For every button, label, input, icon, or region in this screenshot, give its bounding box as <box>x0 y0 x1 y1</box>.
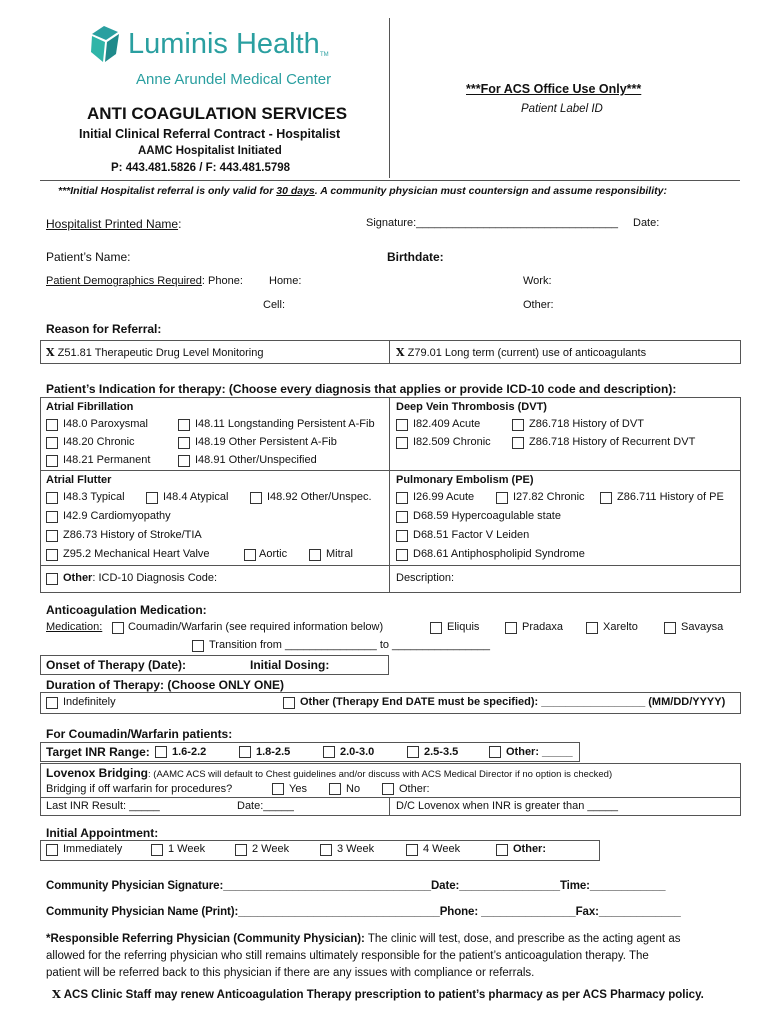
afib-i4891-label: I48.91 Other/Unspecified <box>195 454 317 466</box>
inr-range-label: Target INR Range: <box>46 745 150 759</box>
hospitalist-signature-field[interactable]: Signature:_________________________________ <box>366 217 619 229</box>
indication-divider <box>389 397 390 593</box>
appt-2week-checkbox[interactable] <box>235 844 247 856</box>
brand-subtitle: Anne Arundel Medical Center <box>136 71 332 88</box>
indication-heading: Patient’s Indication for therapy: (Choose every diagnosis that applies or provide ICD-10 code and description): <box>46 382 677 396</box>
header-rule <box>40 180 740 181</box>
bridging-other-field[interactable]: Other: <box>399 783 430 795</box>
afib-heading: Atrial Fibrillation <box>46 401 134 413</box>
afib-i4811-checkbox[interactable] <box>178 419 190 431</box>
inr-2535-checkbox[interactable] <box>407 746 419 758</box>
dvt-z86718-checkbox[interactable] <box>512 419 524 431</box>
dvt-i82409-label: I82.409 Acute <box>413 418 481 430</box>
inr-other-field[interactable]: Other: _____ <box>506 746 573 758</box>
appt-3week-label: 3 Week <box>337 843 375 855</box>
aflutter-i4892-checkbox[interactable] <box>250 492 262 504</box>
bridging-no-label: No <box>346 783 361 795</box>
valve-mitral-label: Mitral <box>326 548 353 560</box>
med-xarelto-label: Xarelto <box>603 621 638 633</box>
afib-i480-label: I48.0 Paroxysmal <box>63 418 148 430</box>
appt-3week-checkbox[interactable] <box>320 844 332 856</box>
duration-heading: Duration of Therapy: (Choose ONLY ONE) <box>46 678 285 692</box>
header-divider <box>389 18 390 178</box>
medication-label: Medication: <box>46 621 103 633</box>
appt-immediately-checkbox[interactable] <box>46 844 58 856</box>
appt-1week-label: 1 Week <box>168 843 206 855</box>
factor-v-checkbox[interactable] <box>396 530 408 542</box>
cell-phone-field[interactable]: Cell: <box>263 299 286 311</box>
other-diagnosis-checkbox[interactable] <box>46 573 58 585</box>
aflutter-i483-checkbox[interactable] <box>46 492 58 504</box>
appt-1week-checkbox[interactable] <box>151 844 163 856</box>
renewal-policy: X ACS Clinic Staff may renew Anticoagulation Therapy prescription to patient’s pharmacy as per ACS Pharmacy policy. <box>52 987 704 1001</box>
form-title: ANTI COAGULATION SERVICES <box>87 104 348 123</box>
hypercoagulable-label: D68.59 Hypercoagulable state <box>413 510 561 522</box>
duration-indefinitely-label: Indefinitely <box>63 696 116 708</box>
brand-tm: TM <box>320 52 329 58</box>
bridging-yes-checkbox[interactable] <box>272 783 284 795</box>
referral-notice: ***Initial Hospitalist referral is only valid for 30 days. A community physician must countersign and assume responsibility: <box>58 185 667 197</box>
pe-i2782-label: I27.82 Chronic <box>513 491 585 503</box>
birthdate-field[interactable]: Birthdate: <box>387 250 444 264</box>
initial-dosing-field[interactable]: Initial Dosing: <box>250 658 330 672</box>
hospitalist-date-field[interactable]: Date: <box>633 217 660 229</box>
appt-immediately-label: Immediately <box>63 843 123 855</box>
afib-i480-checkbox[interactable] <box>46 419 58 431</box>
dvt-rule <box>390 470 740 471</box>
onset-date-field[interactable]: Onset of Therapy (Date): <box>46 658 187 672</box>
duration-indefinitely-checkbox[interactable] <box>46 697 58 709</box>
afib-i4819-checkbox[interactable] <box>178 437 190 449</box>
afib-i4819-label: I48.19 Other Persistent A-Fib <box>195 436 337 448</box>
dvt-z86718-label: Z86.718 History of DVT <box>529 418 644 430</box>
stroke-tia-checkbox[interactable] <box>46 530 58 542</box>
responsible-line-3: patient will be referred back to this physician if there are any issues with compliance or referrals. <box>46 967 535 979</box>
appointment-heading: Initial Appointment: <box>46 826 159 840</box>
afib-i4811-label: I48.11 Longstanding Persistent A-Fib <box>195 418 375 430</box>
last-inr-field[interactable]: Last INR Result: _____ <box>46 800 160 812</box>
brand-name: Luminis Health <box>128 28 320 60</box>
med-eliquis-checkbox[interactable] <box>430 622 442 634</box>
community-signature-line[interactable]: Community Physician Signature:_________________________________Date:________________Time:____________ <box>46 880 666 892</box>
hospitalist-name-label: Hospitalist Printed Name: <box>46 217 182 231</box>
bridging-yes-label: Yes <box>289 783 307 795</box>
med-coumadin-checkbox[interactable] <box>112 622 124 634</box>
aflutter-i484-label: I48.4 Atypical <box>163 491 229 503</box>
hypercoagulable-checkbox[interactable] <box>396 511 408 523</box>
other-phone-field[interactable]: Other: <box>523 299 554 311</box>
aflutter-i484-checkbox[interactable] <box>146 492 158 504</box>
reason-z5181[interactable]: X Z51.81 Therapeutic Drug Level Monitoring <box>46 346 264 359</box>
valve-aortic-checkbox[interactable] <box>244 549 256 561</box>
pe-i2699-label: I26.99 Acute <box>413 491 475 503</box>
aflutter-i483-label: I48.3 Typical <box>63 491 125 503</box>
med-xarelto-checkbox[interactable] <box>586 622 598 634</box>
afib-rule <box>40 470 390 471</box>
medication-heading: Anticoagulation Medication: <box>46 603 207 617</box>
aflutter-i4892-label: I48.92 Other/Unspec. <box>267 491 372 503</box>
referral-heading: Reason for Referral: <box>46 322 162 336</box>
med-coumadin-label: Coumadin/Warfarin (see required information below) <box>128 621 384 633</box>
inr-1825-label: 1.8-2.5 <box>256 746 291 758</box>
reason-z7901[interactable]: X Z79.01 Long term (current) use of anticoagulants <box>396 346 647 359</box>
dvt-i82409-checkbox[interactable] <box>396 419 408 431</box>
pe-i2699-checkbox[interactable] <box>396 492 408 504</box>
referral-divider <box>389 340 390 364</box>
lovenox-rule <box>40 797 741 798</box>
inr-2030-label: 2.0-3.0 <box>340 746 375 758</box>
other-rule <box>40 565 741 566</box>
cardiomyopathy-label: I42.9 Cardiomyopathy <box>63 510 171 522</box>
patient-label-id: Patient Label ID <box>521 103 603 115</box>
bridging-other-checkbox[interactable] <box>382 783 394 795</box>
inr-2030-checkbox[interactable] <box>323 746 335 758</box>
inr-other-checkbox[interactable] <box>489 746 501 758</box>
pe-z86711-label: Z86.711 History of PE <box>617 491 724 503</box>
office-use-label: ***For ACS Office Use Only*** <box>466 82 642 96</box>
transition-field[interactable]: Transition from _______________ to ________________ <box>209 639 490 651</box>
inr-1825-checkbox[interactable] <box>239 746 251 758</box>
cardiomyopathy-checkbox[interactable] <box>46 511 58 523</box>
home-phone-field[interactable]: Home: <box>269 275 302 287</box>
dvt-i82509-checkbox[interactable] <box>396 437 408 449</box>
valve-mitral-checkbox[interactable] <box>309 549 321 561</box>
pe-heading: Pulmonary Embolism (PE) <box>396 474 534 486</box>
antiphospholipid-checkbox[interactable] <box>396 549 408 561</box>
dvt-recurrent-checkbox[interactable] <box>512 437 524 449</box>
inr-1622-checkbox[interactable] <box>155 746 167 758</box>
dvt-heading: Deep Vein Thrombosis (DVT) <box>396 401 547 413</box>
afib-i4820-checkbox[interactable] <box>46 437 58 449</box>
warfarin-heading: For Coumadin/Warfarin patients: <box>46 727 233 741</box>
form-subtitle: Initial Clinical Referral Contract - Hospitalist <box>79 127 341 141</box>
heart-valve-label: Z95.2 Mechanical Heart Valve <box>63 548 210 560</box>
demographics-label: Patient Demographics Required: Phone: <box>46 275 243 287</box>
work-phone-field[interactable]: Work: <box>523 275 552 287</box>
responsible-line-2: allowed for the referring physician who still remains ultimately responsible for the patient’s anticoagulation therapy. The <box>46 950 649 962</box>
med-savaysa-label: Savaysa <box>681 621 724 633</box>
pe-z86711-checkbox[interactable] <box>600 492 612 504</box>
aflutter-heading: Atrial Flutter <box>46 474 112 486</box>
afib-i4820-label: I48.20 Chronic <box>63 436 135 448</box>
patient-name-field[interactable]: Patient’s Name: <box>46 250 131 264</box>
dc-lovenox-field[interactable]: D/C Lovenox when INR is greater than _____ <box>396 800 618 812</box>
afib-i4821-checkbox[interactable] <box>46 455 58 467</box>
med-pradaxa-label: Pradaxa <box>522 621 563 633</box>
icd10-code-field[interactable]: Other: ICD-10 Diagnosis Code: <box>63 572 218 584</box>
bridging-no-checkbox[interactable] <box>329 783 341 795</box>
initiated-line: AAMC Hospitalist Initiated <box>138 145 282 157</box>
duration-other-checkbox[interactable] <box>283 697 295 709</box>
bridging-question: Bridging if off warfarin for procedures? <box>46 783 233 795</box>
heart-valve-checkbox[interactable] <box>46 549 58 561</box>
transition-checkbox[interactable] <box>192 640 204 652</box>
last-inr-date-field[interactable]: Date:_____ <box>237 800 294 812</box>
appt-other-field[interactable]: Other: <box>513 843 546 855</box>
appt-4week-checkbox[interactable] <box>406 844 418 856</box>
lovenox-divider <box>389 797 390 816</box>
inr-2535-label: 2.5-3.5 <box>424 746 459 758</box>
community-name-line[interactable]: Community Physician Name (Print):________________________________Phone: _______________Fax:_____________ <box>46 906 681 918</box>
inr-1622-label: 1.6-2.2 <box>172 746 207 758</box>
med-pradaxa-checkbox[interactable] <box>505 622 517 634</box>
afib-i4891-checkbox[interactable] <box>178 455 190 467</box>
luminis-logo-icon <box>88 24 122 64</box>
pe-i2782-checkbox[interactable] <box>496 492 508 504</box>
lovenox-label: Lovenox Bridging: (AAMC ACS will default to Chest guidelines and/or discuss with ACS Medical Director if no option is checked) <box>46 766 613 780</box>
stroke-tia-label: Z86.73 History of Stroke/TIA <box>63 529 202 541</box>
antiphospholipid-label: D68.61 Antiphospholipid Syndrome <box>413 548 585 560</box>
diagnosis-description-field[interactable]: Description: <box>396 572 455 584</box>
dvt-i82509-label: I82.509 Chronic <box>413 436 491 448</box>
med-eliquis-label: Eliquis <box>447 621 480 633</box>
med-savaysa-checkbox[interactable] <box>664 622 676 634</box>
duration-end-date-field[interactable]: Other (Therapy End DATE must be specified): _________________ (MM/DD/YYYY) <box>300 696 726 708</box>
appt-4week-label: 4 Week <box>423 843 461 855</box>
contact-line: P: 443.481.5826 / F: 443.481.5798 <box>111 162 291 174</box>
valve-aortic-label: Aortic <box>259 548 288 560</box>
afib-i4821-label: I48.21 Permanent <box>63 454 151 466</box>
responsible-line-1: *Responsible Referring Physician (Community Physician): The clinic will test, dose, and prescribe as the acting agent as <box>46 933 681 945</box>
factor-v-label: D68.51 Factor V Leiden <box>413 529 530 541</box>
appt-other-checkbox[interactable] <box>496 844 508 856</box>
appt-2week-label: 2 Week <box>252 843 290 855</box>
dvt-recurrent-label: Z86.718 History of Recurrent DVT <box>529 436 696 448</box>
